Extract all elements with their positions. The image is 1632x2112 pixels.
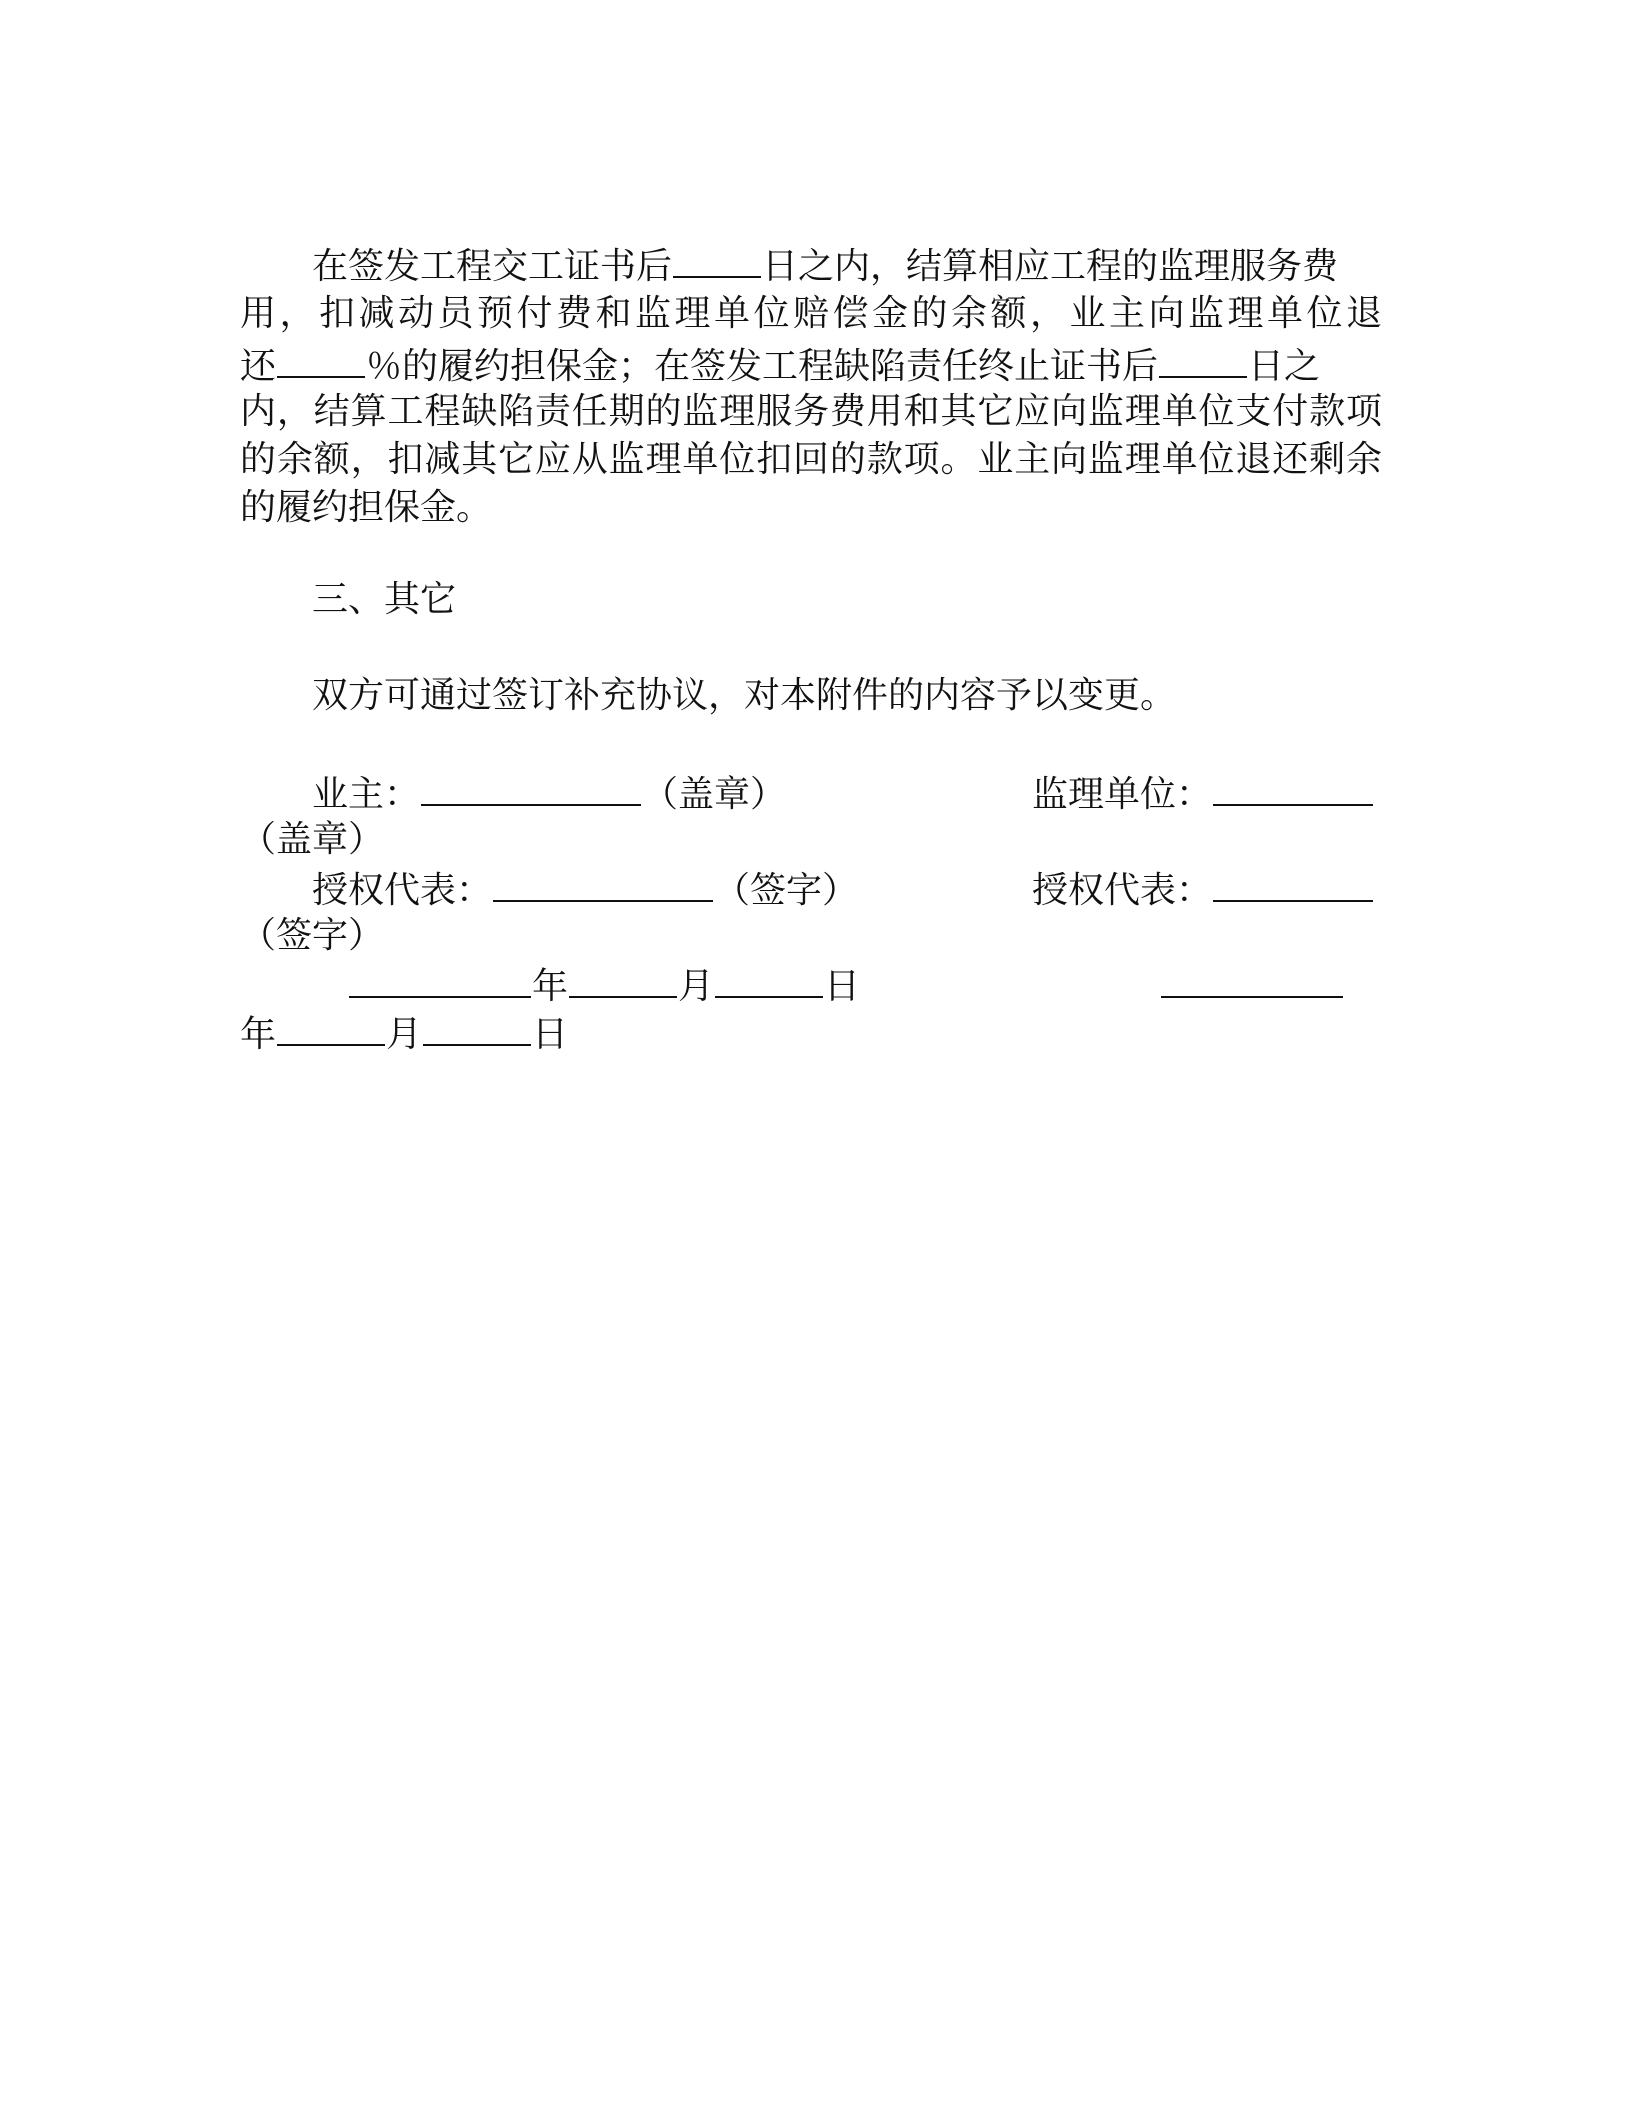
- section-body: 双方可通过签订补充协议，对本附件的内容予以变更。: [312, 675, 1177, 716]
- date-line: [348, 960, 860, 1008]
- paragraph-line: 用，扣减动员预付费和监理单位赔偿金的余额，业主向监理单位退: [240, 293, 1382, 334]
- month-label: 月: [678, 966, 715, 1007]
- day-blank: [715, 960, 823, 998]
- paragraph-line: [312, 240, 1338, 288]
- month-label-2: 月: [386, 1014, 423, 1055]
- supervisor-blank: [1213, 768, 1373, 806]
- auth-rep-blank-2: [1213, 864, 1373, 902]
- owner-label: 业主：: [312, 774, 421, 815]
- sign-label: （签字）: [714, 870, 859, 911]
- text-fragment: 日之: [1248, 346, 1321, 387]
- text-fragment: 在签发工程交工证书后: [312, 246, 673, 287]
- auth-rep-label: 授权代表：: [312, 870, 493, 911]
- auth-rep-blank: [493, 864, 713, 902]
- blank-days-2: [1159, 340, 1247, 378]
- section-heading: 三、其它: [312, 579, 457, 620]
- date-line-2: [1160, 960, 1344, 1008]
- blank-percent: [277, 340, 365, 378]
- year-label-2: 年: [240, 1014, 277, 1055]
- auth-rep-line: [312, 864, 858, 912]
- paragraph-line: 内，结算工程缺陷责任期的监理服务费用和其它应向监理单位支付款项: [240, 391, 1382, 432]
- day-label-2: 日: [532, 1014, 569, 1055]
- owner-blank: [421, 768, 641, 806]
- year-blank-2: [1161, 960, 1343, 998]
- year-label: 年: [532, 966, 569, 1007]
- paragraph-line: 的履约担保金。: [240, 487, 493, 528]
- date-line-2-wrap: [240, 1008, 568, 1056]
- supervisor-line: [1032, 768, 1374, 816]
- blank-days-1: [673, 240, 761, 278]
- text-fragment: 日之内，结算相应工程的监理服务费: [762, 246, 1339, 287]
- month-blank: [569, 960, 677, 998]
- text-fragment: 还: [240, 346, 277, 387]
- day-blank-2: [423, 1008, 531, 1046]
- seal-label-wrap: （盖章）: [240, 819, 385, 860]
- sign-label-wrap: （签字）: [240, 915, 385, 956]
- year-blank: [349, 960, 531, 998]
- paragraph-line: [240, 340, 1320, 388]
- month-blank-2: [277, 1008, 385, 1046]
- supervisor-label: 监理单位：: [1032, 774, 1213, 815]
- seal-label: （盖章）: [642, 774, 787, 815]
- paragraph-line: 的余额，扣减其它应从监理单位扣回的款项。业主向监理单位退还剩余: [240, 439, 1382, 480]
- text-fragment: ％的履约担保金；在签发工程缺陷责任终止证书后: [366, 346, 1159, 387]
- auth-rep-label-2: 授权代表：: [1032, 870, 1213, 911]
- day-label: 日: [824, 966, 861, 1007]
- auth-rep-line-2: [1032, 864, 1374, 912]
- owner-seal-line: [312, 768, 786, 816]
